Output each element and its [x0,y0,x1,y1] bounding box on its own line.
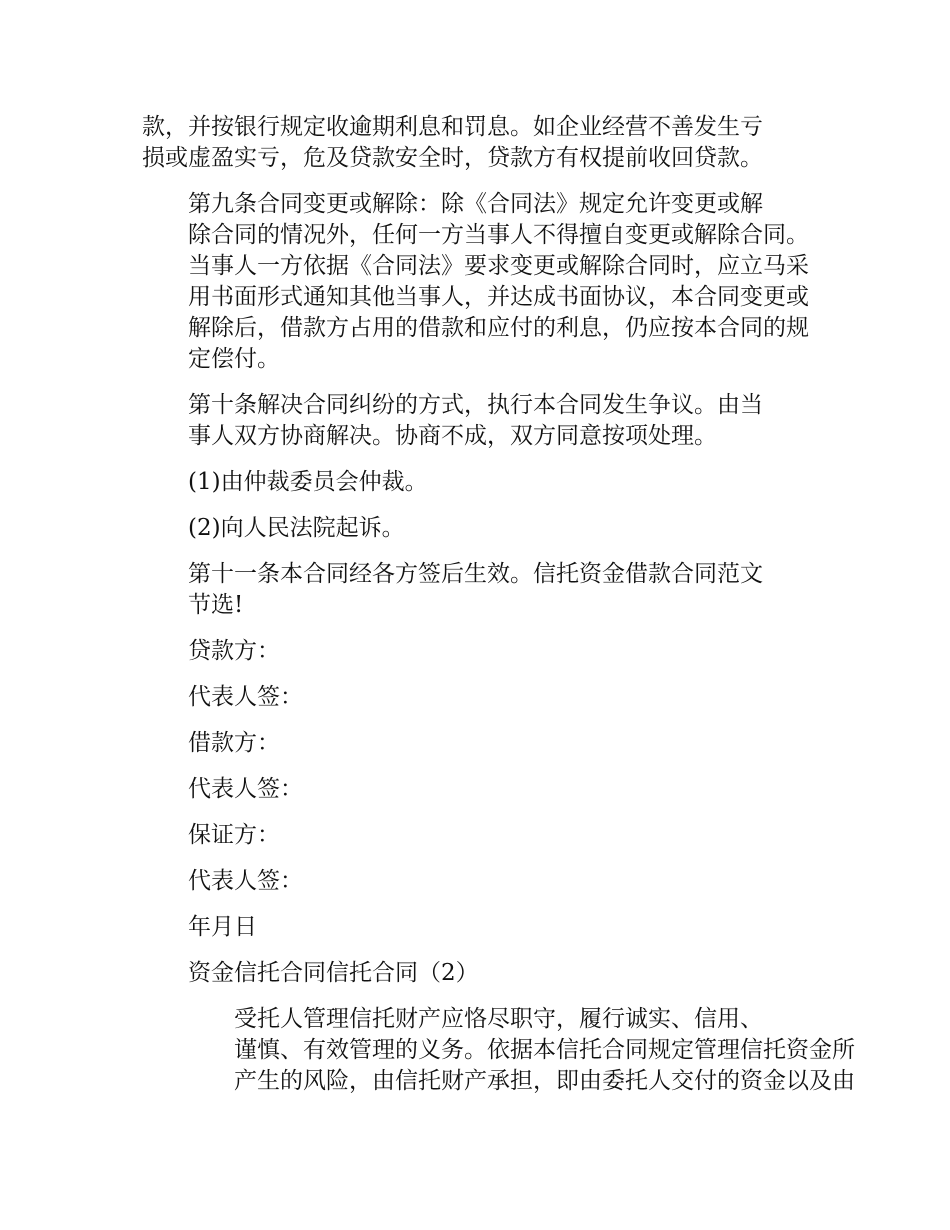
text-line: 贷款方： [188,638,280,664]
text-line: 第十条解决合同纠纷的方式，执行本合同发生争议。由当 [188,392,763,418]
signature-date [142,912,822,943]
section-heading-trust-contract-2 [142,958,822,989]
document-body [142,112,855,1112]
text-line: 年月日 [188,914,257,940]
text-line: 第九条合同变更或解除：除《合同法》规定允许变更或解 [188,191,763,217]
paragraph-article-10 [142,390,822,452]
signature-guarantor-representative [142,866,822,897]
text-line: (1)由仲裁委员会仲裁。 [188,469,428,495]
signature-borrower-representative [142,774,822,805]
signature-borrower [142,728,822,759]
list-item-court [142,513,822,544]
text-line: 事人双方协商解决。协商不成，双方同意按项处理。 [188,423,717,449]
text-line: 解除后，借款方占用的借款和应付的利息，仍应按本合同的规 [188,315,809,341]
text-line: 第十一条本合同经各方签后生效。信托资金借款合同范文 [188,561,763,587]
text-line: 产生的风险，由信托财产承担，即由委托人交付的资金以及由 [234,1068,855,1094]
paragraph-trustee-duties [142,1004,855,1097]
text-line: 当事人一方依据《合同法》要求变更或解除合同时，应立马采 [188,253,809,279]
text-line: 代表人签： [188,776,303,802]
text-line: 代表人签： [188,684,303,710]
text-line: 保证方： [188,822,280,848]
text-line: (2)向人民法院起诉。 [188,515,405,541]
text-line: 款，并按银行规定收逾期利息和罚息。如企业经营不善发生亏 [142,114,763,140]
text-line: 谨慎、有效管理的义务。依据本信托合同规定管理信托资金所 [234,1037,855,1063]
signature-lender [142,636,822,667]
text-line: 受托人管理信托财产应恪尽职守，履行诚实、信用、 [234,1006,763,1032]
text-line: 损或虚盈实亏，危及贷款安全时，贷款方有权提前收回贷款。 [142,145,763,171]
text-line: 定偿付。 [188,346,280,372]
text-line: 代表人签： [188,868,303,894]
signature-guarantor [142,820,822,851]
text-line: 节选! [188,592,244,618]
text-line: 资金信托合同信托合同（2） [188,960,479,986]
text-line: 除合同的情况外，任何一方当事人不得擅自变更或解除合同。 [188,222,809,248]
signature-lender-representative [142,682,822,713]
text-line: 用书面形式通知其他当事人，并达成书面协议，本合同变更或 [188,284,809,310]
paragraph-article-11 [142,559,822,621]
paragraph-article-9 [142,189,822,375]
paragraph-overdue-interest [142,112,822,174]
list-item-arbitration [142,467,822,498]
text-line: 借款方： [188,730,280,756]
